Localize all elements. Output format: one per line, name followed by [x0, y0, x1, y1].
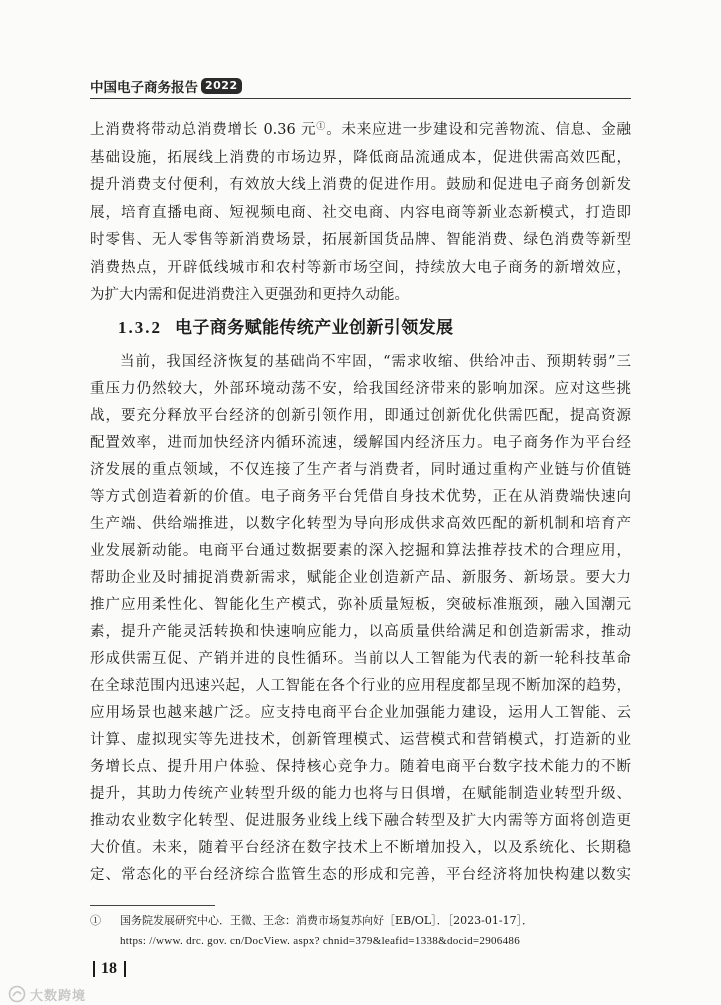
footnote-mark: ①: [90, 914, 101, 927]
page-number-bar-right: [124, 961, 126, 977]
body-line: 推广应用柔性化、智能化生产模式，弥补质量短板，突破标准瓶颈，融入国潮元: [90, 596, 631, 613]
body-line: 展，培育直播电商、短视频电商、社交电商、内容电商等新业态新模式，打造即: [90, 204, 631, 221]
page-number: [93, 958, 126, 980]
page-number-text: 18: [101, 960, 117, 977]
footnote-line: [90, 931, 631, 951]
paragraph: [90, 349, 631, 890]
section-number: 1.3.2: [118, 318, 162, 337]
page-number-bar-left: [93, 961, 95, 977]
paragraph: [90, 117, 631, 310]
body-line: 消费热点，开辟低线城市和农村等新市场空间，持续放大电子商务的新增效应，: [90, 259, 631, 276]
brand-logo-icon: [8, 985, 26, 1003]
body-line: 推动农业数字化转型、促进服务业线上线下融合转型及扩大内需等方面将创造更: [90, 813, 631, 830]
body-line: 济发展的重点领域，不仅连接了生产者与消费者，同时通过重构产业链与价值链: [90, 461, 631, 478]
footnote-divider: [90, 905, 215, 906]
watermark: [8, 985, 86, 1003]
running-header: [90, 76, 242, 96]
body-line: 战，要充分释放平台经济的创新引领作用，即通过创新优化供需匹配，提高资源: [90, 407, 631, 424]
body-line: 配置效率，进而加快经济内循环流速，缓解国内经济压力。电子商务作为平台经: [90, 434, 631, 451]
body-line: 当前，我国经济恢复的基础尚不牢固，“需求收缩、供给冲击、预期转弱”三: [120, 353, 631, 370]
footnote-url: https: //www. drc. gov. cn/DocView. aspx? chnid=379&leafid=1338&docid=2906486: [120, 935, 521, 947]
body-line: 大价值。未来，随着平台经济在数字技术上不断增加投入，以及系统化、长期稳: [90, 840, 631, 857]
footnote: [90, 911, 631, 951]
body-line: 计算、虚拟现实等先进技术，创新管理模式、运营模式和营销模式，打造新的业: [90, 732, 631, 749]
body-line: 帮助企业及时捕捉消费新需求，赋能企业创造新产品、新服务、新场景。要大力: [90, 569, 631, 586]
body-line: 生产端、供给端推进，以数字化转型为导向形成供求高效匹配的新机制和培育产: [90, 515, 631, 532]
body-line: 素，提升产能灵活转换和快速响应能力，以高质量供给满足和创造新需求，推动: [90, 623, 631, 640]
footnote-citation: 国务院发展研究中心．王微、王念：消费市场复苏向好［EB/OL］．［2023-01-17］．: [120, 914, 534, 927]
report-title: 中国电子商务报告: [90, 80, 198, 96]
body-line: 基础设施，拓展线上消费的市场边界，降低商品流通成本，促进供需高效匹配，: [90, 149, 631, 166]
body-line: [90, 117, 631, 145]
body-text: 。未来应进一步建设和完善物流、信息、金融: [326, 122, 631, 138]
report-year-badge: 2022: [201, 78, 242, 94]
body-line: 应用场景也越来越广泛。应支持电商平台企业加强能力建设，运用人工智能、云: [90, 705, 631, 722]
footnote-line: [90, 911, 631, 931]
body-line: 定、常态化的平台经济综合监管生态的形成和完善，平台经济将加快构建以数实: [90, 867, 631, 884]
body-line: 业发展新动能。电商平台通过数据要素的深入挖掘和算法推荐技术的合理应用，: [90, 542, 631, 559]
header-divider: [90, 98, 631, 99]
body-line: 为扩大内需和促进消费注入更强劲和更持久动能。: [90, 287, 409, 303]
watermark-text: 大数跨境: [30, 988, 87, 1004]
body-line: 等方式创造着新的价值。电子商务平台凭借自身技术优势，正在从消费端快速向: [90, 488, 631, 505]
body-line: 形成供需互促、产销并进的良性循环。当前以人工智能为代表的新一轮科技革命: [90, 651, 631, 668]
body-line: 务增长点、提升用户体验、保持核心竞争力。随着电商平台数字技术能力的不断: [90, 759, 631, 776]
body-line: 时零售、无人零售等新消费场景，拓展新国货品牌、智能消费、绿色消费等新型: [90, 232, 631, 248]
section-title: 电子商务赋能传统产业创新引领发展: [175, 318, 454, 338]
body-line: 重压力仍然较大，外部环境动荡不安，给我国经济带来的影响加深。应对这些挑: [90, 380, 631, 397]
body-text: 上消费将带动总消费增长 0.36 元: [90, 122, 317, 138]
body-line: 提升消费支付便利，有效放大线上消费的促进作用。鼓励和促进电子商务创新发: [90, 177, 631, 193]
body-line: 在全球范围内迅速兴起，人工智能在各个行业的应用程度都呈现不断加深的趋势，: [90, 678, 631, 695]
section-heading: [118, 316, 453, 340]
footnote-reference: ①: [316, 122, 327, 132]
body-line: 提升，其助力传统产业转型升级的能力也将与日俱增，在赋能制造业转型升级、: [90, 786, 631, 803]
